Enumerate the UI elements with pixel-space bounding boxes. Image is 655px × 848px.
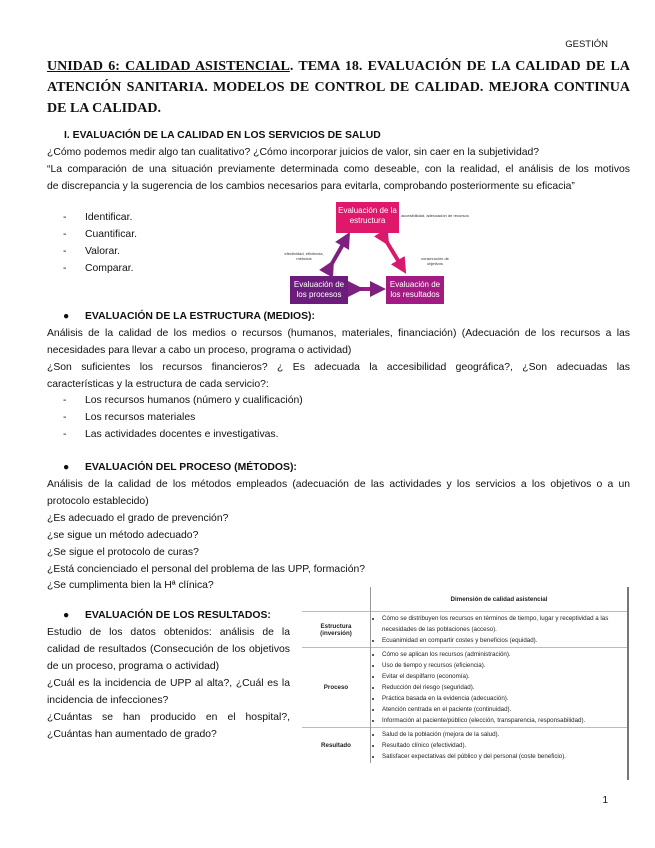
paragraph: características y la estructura de cada servicio?: — [47, 379, 269, 390]
page-number: 1 — [602, 795, 608, 806]
paragraph: Análisis de la calidad de los medios o recursos (humanos, materiales, financiación) (Adecuación de los recursos a las — [47, 328, 630, 339]
question: ¿Es adecuado el grado de prevención? — [47, 513, 229, 524]
paragraph: de un proceso, programa o actividad) — [47, 661, 220, 672]
table-row: Proceso • Cómo se aplican los recursos (administración). • Uso de tiempo y recursos (eficiencia). • Evitar el despilfarro (economía). • Reducción del riesgo (seguridad). • Práctica basada en la evidencia (adecuación). • Atención centrada en el paciente (continuidad). • Información al paciente/público (elección, transparencia, responsabilidad). — [302, 648, 627, 728]
question: ¿Se cumplimenta bien la Hª clínica? — [47, 580, 214, 591]
list-item: - Identificar. — [63, 212, 133, 223]
cycle-arrows — [280, 195, 480, 305]
table-header: Dimensión de calidad asistencial — [450, 595, 548, 603]
diagram-note: efectividad, eficiencia, métodos — [284, 251, 324, 261]
section-heading-1: I. EVALUACIÓN DE LA CALIDAD EN LOS SERVICIOS DE SALUD — [64, 130, 381, 141]
section-heading-2: ● EVALUACIÓN DE LA ESTRUCTURA (MEDIOS): — [63, 311, 315, 322]
question: ¿Se sigue el protocolo de curas? — [47, 547, 199, 558]
diagram-note: consecución de objetivos — [421, 256, 449, 266]
box-procesos: Evaluación de los procesos — [290, 276, 348, 304]
list-item: - Los recursos humanos (número y cualificación) — [63, 395, 303, 406]
paragraph: ¿Son suficientes los recursos financieros? ¿ Es adecuada la accesibilidad geográfica?, ¿Son adecuadas las — [47, 362, 630, 373]
paragraph: necesidades para llevar a cabo un proceso, programa o actividad) — [47, 345, 352, 356]
table-row: Resultado • Salud de la población (mejora de la salud). • Resultado clínico (efectividad). • Satisfacer expectativas del público y del personal (coste beneficio). — [302, 728, 627, 764]
list-item: - Valorar. — [63, 246, 121, 257]
table-row: Estructura (inversión) • Cómo se distribuyen los recursos en términos de tiempo, lugar y receptividad a las necesidades de las poblaciones (acceso). • Ecuanimidad en compartir costes y beneficios (equidad). — [302, 612, 627, 648]
list-item: - Los recursos materiales — [63, 412, 196, 423]
section-heading-4: ● EVALUACIÓN DE LOS RESULTADOS: — [63, 610, 271, 621]
paragraph: protocolo establecido) — [47, 496, 149, 507]
question: ¿Está concienciado el personal del problema de las UPP, formación? — [47, 564, 366, 575]
header-section: GESTIÓN — [565, 39, 608, 50]
list-item: - Comparar. — [63, 263, 134, 274]
question: ¿se sigue un método adecuado? — [47, 530, 199, 541]
quote-line: de discrepancia y la sugerencia de los cambios necesarios para evitarla, comprobando posteriormente su eficacia” — [47, 181, 575, 192]
box-estructura: Evaluación de la estructura — [336, 202, 399, 233]
paragraph: ¿Cómo podemos medir algo tan cualitativo? ¿Cómo incorporar juicios de valor, sin caer en la subjetividad? — [47, 147, 540, 158]
arrow-icon — [385, 239, 402, 267]
quote-line: “La comparación de una situación previamente determinada como deseable, con la realidad, el análisis de los motivos — [47, 164, 630, 175]
quality-dimensions-table — [302, 587, 629, 780]
list-item: - Cuantificar. — [63, 229, 137, 240]
diagram-note: accesibilidad, adecuación de recursos — [401, 213, 469, 218]
list-item: - Las actividades docentes e investigativas. — [63, 429, 279, 440]
arrow-icon — [330, 239, 346, 267]
paragraph: ¿Cuál es la incidencia de UPP al alta?, ¿Cuál es la — [47, 678, 290, 689]
page-title — [47, 56, 630, 119]
paragraph: ¿Cuántas han aumentado de grado? — [47, 729, 217, 740]
paragraph: calidad de resultados (Consecución de los objetivos — [47, 644, 290, 655]
topic-title: . TEMA 18. EVALUACIÓN DE LA CALIDAD DE LA ATENCIÓN SANITARIA. MODELOS DE CONTROL DE CALIDAD. MEJORA CONTINUA DE LA CALIDAD. — [47, 59, 630, 116]
paragraph: ¿Cuántas se han producido en el hospital?, — [47, 712, 290, 723]
unit-title: UNIDAD 6: CALIDAD ASISTENCIAL — [47, 59, 290, 74]
paragraph: Estudio de los datos obtenidos: análisis de la — [47, 627, 290, 638]
paragraph: incidencia de infecciones? — [47, 695, 169, 706]
section-heading-3: ● EVALUACIÓN DEL PROCESO (MÉTODOS): — [63, 462, 297, 473]
box-resultados: Evaluación de los resultados — [386, 276, 444, 304]
paragraph: Análisis de la calidad de los métodos empleados (adecuación de las actividades y los servicios a los objetivos o a un — [47, 479, 630, 490]
